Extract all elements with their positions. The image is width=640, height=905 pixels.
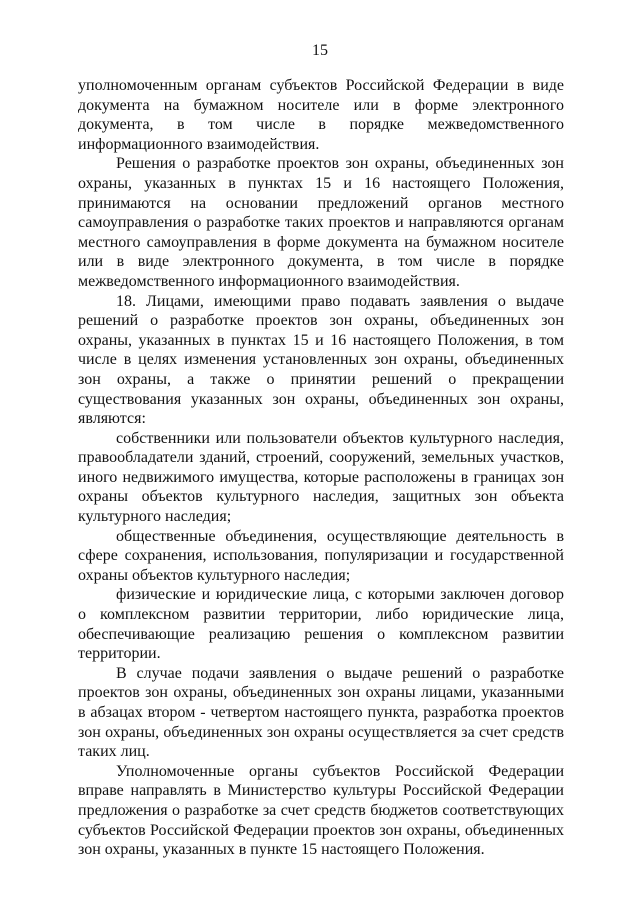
paragraph-application-costs: В случае подачи заявления о выдаче решений о разработке проектов зон охраны, объединенных зон охраны лицами, указанными в абзацах втором - четвертом настоящего пункта, разработка проектов зон охраны, объединенных зон охраны осуществляется за счет средств таких лиц. — [78, 664, 564, 761]
paragraph-persons: физические и юридические лица, с которыми заключен договор о комплексном развитии территории, либо юридические лица, обеспечивающие реализацию решения о комплексном развитии территории. — [78, 586, 564, 663]
page-number: 15 — [312, 42, 328, 59]
paragraph-item-18: 18. Лицами, имеющими право подавать заявления о выдаче решений о разработке проектов зон охраны, объединенных зон охраны, указанных в пунктах 15 и 16 настоящего Положения, в том числе в целях изменения установленных зон охраны, объединенных зон охраны, а также о принятии решений о прекращении существования указанных зон охраны, объединенных зон охраны, являются: — [78, 292, 564, 428]
paragraph-authorized-bodies: Уполномоченные органы субъектов Российской Федерации вправе направлять в Министерство культуры Российской Федерации предложения о разработке за счет средств бюджетов соответствующих субъектов Российской Федерации проектов зон охраны, объединенных зон охраны, указанных в пункте 15 настоящего Положения. — [78, 762, 564, 859]
paragraph-decisions: Решения о разработке проектов зон охраны, объединенных зон охраны, указанных в пунктах 15 и 16 настоящего Положения, принимаются на основании предложений органов местного самоуправления о разработке таких проектов и направляются органам местного самоуправления в форме документа на бумажном носителе или в виде электронного документа, в том числе в порядке межведомственного информационного взаимодействия. — [78, 155, 564, 290]
paragraph-public-associations: общественные объединения, осуществляющие деятельность в сфере сохранения, использования, популяризации и государственной охраны объектов культурного наследия; — [78, 527, 564, 584]
document-body — [78, 76, 564, 860]
paragraph-continuation: уполномоченным органам субъектов Российской Федерации в виде документа на бумажном носителе или в форме электронного документа, в том числе в порядке межведомственного информационного взаимодействия. — [78, 77, 564, 153]
paragraph-owners: собственники или пользователи объектов культурного наследия, правообладатели зданий, строений, сооружений, земельных участков, иного недвижимого имущества, которые расположены в границах зон охраны объектов культурного наследия, защитных зон объекта культурного наследия; — [78, 429, 564, 526]
